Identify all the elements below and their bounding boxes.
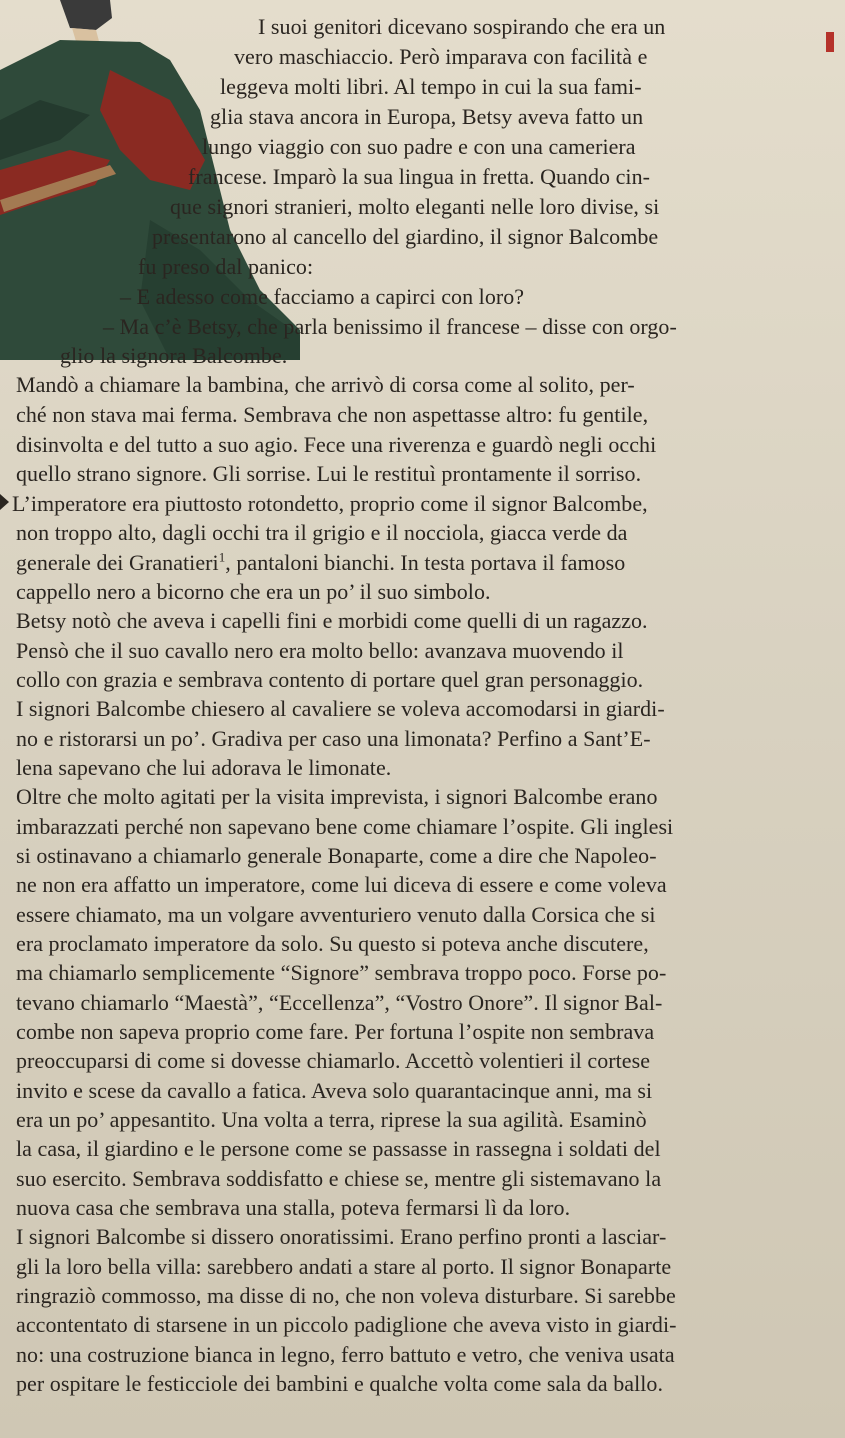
text-line-content: accontentato di starsene in un piccolo padiglione che aveva visto in giardi- (16, 1312, 677, 1337)
text-line (16, 665, 643, 695)
text-line (234, 42, 647, 72)
text-line-content: I suoi genitori dicevano sospirando che era un (258, 14, 666, 39)
text-line-content: era proclamato imperatore da solo. Su questo si poteva anche discutere, (16, 931, 649, 956)
text-line (103, 312, 677, 342)
footnote-marker: 1 (218, 549, 226, 565)
text-line-content: – E adesso come facciamo a capirci con loro? (120, 284, 525, 309)
text-line-content: leggeva molti libri. Al tempo in cui la sua fami- (220, 74, 642, 99)
text-line (16, 958, 666, 988)
text-line (16, 606, 648, 636)
text-line (16, 929, 649, 959)
text-line (16, 900, 655, 930)
text-line-content: preoccuparsi di come si dovesse chiamarlo. Accettò volentieri il cortese (16, 1048, 651, 1073)
text-line (16, 1046, 650, 1076)
text-line (16, 1252, 671, 1282)
text-line (210, 102, 643, 132)
text-line (16, 400, 648, 430)
text-line (16, 430, 656, 460)
text-line-content: combe non sapeva proprio come fare. Per fortuna l’ospite non sembrava (16, 1019, 655, 1044)
text-line-content: collo con grazia e sembrava contento di portare quel gran personaggio. (16, 667, 644, 692)
text-line (16, 1193, 570, 1223)
text-line (16, 870, 667, 900)
text-line (16, 1369, 663, 1399)
text-line (16, 1310, 677, 1340)
text-line (16, 841, 657, 871)
text-line-content: no: una costruzione bianca in legno, ferro battuto e vetro, che veniva usata (16, 1342, 675, 1367)
text-line-content: tevano chiamarlo “Maestà”, “Eccellenza”, “Vostro Onore”. Il signor Bal- (16, 990, 663, 1015)
text-line-content: generale dei Granatieri (16, 550, 219, 575)
text-line-content: essere chiamato, ma un volgare avventuriero venuto dalla Corsica che si (16, 902, 656, 927)
text-line-content: presentarono al cancello del giardino, il signor Balcombe (152, 224, 659, 249)
text-line (16, 459, 641, 489)
text-line (152, 222, 658, 252)
text-line (170, 192, 659, 222)
text-line-content: Pensò che il suo cavallo nero era molto bello: avanzava muovendo il (16, 638, 624, 663)
text-line (220, 72, 642, 102)
text-line-content: lungo viaggio con suo padre e con una cameriera (202, 134, 636, 159)
text-line (16, 1076, 652, 1106)
text-line-content: Mandò a chiamare la bambina, che arrivò di corsa come al solito, per- (16, 372, 635, 397)
text-line-content: suo esercito. Sembrava soddisfatto e chiese se, mentre gli sistemavano la (16, 1166, 662, 1191)
text-line (16, 812, 673, 842)
text-line (16, 724, 651, 754)
text-line-content: fu preso dal panico: (138, 254, 314, 279)
text-line (16, 1017, 654, 1047)
text-line-content: I signori Balcombe chiesero al cavaliere se voleva accomodarsi in giardi- (16, 696, 665, 721)
text-line (16, 1222, 666, 1252)
text-line (120, 282, 524, 312)
text-line-content: – Ma c’è Betsy, che parla benissimo il francese – disse con orgo- (103, 314, 677, 339)
text-line-content: francese. Imparò la sua lingua in fretta. Quando cin- (188, 164, 651, 189)
text-line-content: gli la loro bella villa: sarebbero andati a stare al porto. Il signor Bonaparte (16, 1254, 672, 1279)
text-line-content: no e ristorarsi un po’. Gradiva per caso una limonata? Perfino a Sant’E- (16, 726, 651, 751)
text-line-content: imbarazzati perché non sapevano bene come chiamare l’ospite. Gli inglesi (16, 814, 674, 839)
text-line (16, 753, 391, 783)
text-line-content: ma chiamarlo semplicemente “Signore” sembrava troppo poco. Forse po- (16, 960, 667, 985)
text-line-content: glia stava ancora in Europa, Betsy aveva fatto un (210, 104, 644, 129)
text-line (16, 370, 635, 400)
text-line (60, 341, 287, 371)
text-line-content: lena sapevano che lui adorava le limonate. (16, 755, 392, 780)
text-line (16, 518, 628, 548)
text-line (16, 988, 662, 1018)
text-line-content: nuova casa che sembrava una stalla, poteva fermarsi lì da loro. (16, 1195, 571, 1220)
text-line-content: ringraziò commosso, ma disse di no, che non voleva disturbare. Si sarebbe (16, 1283, 676, 1308)
text-line (138, 252, 313, 282)
text-line-content: ne non era affatto un imperatore, come lui diceva di essere e come voleva (16, 872, 667, 897)
text-line-content: I signori Balcombe si dissero onoratissimi. Erano perfino pronti a lasciar- (16, 1224, 667, 1249)
text-line (16, 636, 624, 666)
text-line (16, 1164, 661, 1194)
text-line-content: Betsy notò che aveva i capelli fini e morbidi come quelli di un ragazzo. (16, 608, 648, 633)
text-line (16, 577, 491, 607)
text-line (16, 1134, 661, 1164)
text-line-content: glio la signora Balcombe. (60, 343, 288, 368)
text-line-content: per ospitare le festicciole dei bambini e qualche volta come sala da ballo. (16, 1371, 663, 1396)
text-line-content: si ostinavano a chiamarlo generale Bonaparte, come a dire che Napoleo- (16, 843, 657, 868)
text-line (16, 548, 625, 578)
text-line-content: L’imperatore era piuttosto rotondetto, proprio come il signor Balcombe, (12, 491, 648, 516)
text-line (16, 694, 665, 724)
text-line-continuation: , pantaloni bianchi. In testa portava il famoso (225, 550, 626, 575)
text-line-content: invito e scese da cavallo a fatica. Aveva solo quarantacinque anni, ma si (16, 1078, 653, 1103)
text-line-content: quello strano signore. Gli sorrise. Lui le restituì prontamente il sorriso. (16, 461, 642, 486)
text-line-content: era un po’ appesantito. Una volta a terra, riprese la sua agilità. Esaminò (16, 1107, 647, 1132)
text-line (16, 1105, 647, 1135)
text-line-content: disinvolta e del tutto a suo agio. Fece una riverenza e guardò negli occhi (16, 432, 657, 457)
text-line-content: ché non stava mai ferma. Sembrava che non aspettasse altro: fu gentile, (16, 402, 649, 427)
text-line-content: Oltre che molto agitati per la visita imprevista, i signori Balcombe erano (16, 784, 658, 809)
text-line (16, 1281, 676, 1311)
text-line (188, 162, 650, 192)
text-line (12, 489, 648, 519)
text-line (258, 12, 665, 42)
text-line (202, 132, 636, 162)
text-line-content: non troppo alto, dagli occhi tra il grigio e il nocciola, giacca verde da (16, 520, 628, 545)
text-line (16, 1340, 675, 1370)
triangle-bullet-icon (0, 494, 9, 510)
text-line-content: la casa, il giardino e le persone come se passasse in rassegna i soldati del (16, 1136, 661, 1161)
text-line-content: vero maschiaccio. Però imparava con facilità e (234, 44, 648, 69)
text-line-content: cappello nero a bicorno che era un po’ il suo simbolo. (16, 579, 491, 604)
text-line-content: que signori stranieri, molto eleganti nelle loro divise, si (170, 194, 660, 219)
text-line (16, 782, 658, 812)
